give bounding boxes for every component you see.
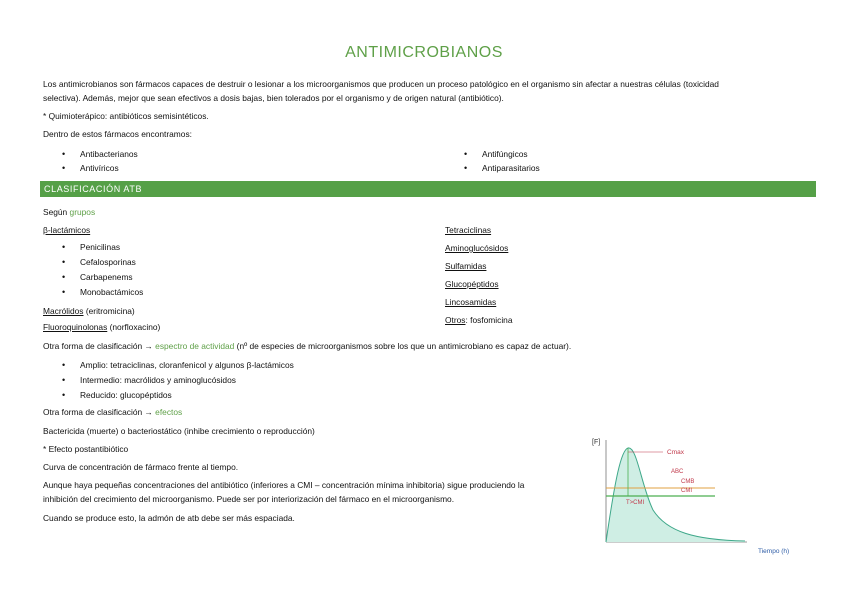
otros-rest: : fosfomicina bbox=[465, 315, 513, 325]
list-item: • Monobactámicos bbox=[80, 286, 143, 299]
group-sulfamidas: Sulfamidas bbox=[445, 261, 487, 271]
group-lincosamidas: Lincosamidas bbox=[445, 297, 497, 307]
bactericida-text: Bactericida (muerte) o bacteriostático (inhibe crecimiento o reproducción) bbox=[43, 426, 315, 436]
segun-grupos bbox=[43, 206, 95, 219]
pk-curve-chart bbox=[585, 430, 810, 560]
list-item: • Antifúngicos bbox=[482, 148, 528, 161]
chart-xlabel: Tiempo (h) bbox=[758, 548, 790, 555]
list-item: • Antivíricos bbox=[80, 162, 119, 175]
fluoro-example: (norfloxacino) bbox=[107, 322, 161, 332]
segun-prefix: Según bbox=[43, 207, 70, 217]
curva-text: Curva de concentración de fármaco frente al tiempo. bbox=[43, 462, 239, 472]
list-item: • Reducido: glucopéptidos bbox=[80, 389, 172, 402]
list-item: • Intermedio: macrólidos y aminoglucósidos bbox=[80, 374, 236, 387]
postantibiotico-text: * Efecto postantibiótico bbox=[43, 444, 129, 454]
list-item: • Penicilinas bbox=[80, 241, 120, 254]
aunque-line-1: Aunque haya pequeñas concentraciones del antibiótico (inferiores a CMI – concentración mínima inhibitoria) sigue produciendo la bbox=[43, 480, 525, 490]
chart-ylabel: [F] bbox=[592, 439, 601, 446]
abc-label: ABC bbox=[671, 469, 684, 475]
efectos-prefix: Otra forma de clasificación → bbox=[43, 407, 156, 417]
section-band: CLASIFICACIÓN ATB bbox=[40, 181, 816, 197]
page-title: ANTIMICROBIANOS bbox=[345, 44, 503, 61]
espectro-prefix: Otra forma de clasificación → bbox=[43, 341, 156, 351]
espectro-line bbox=[43, 340, 571, 353]
fluoroquinolonas bbox=[43, 321, 160, 334]
list-item: • Antiparasitarios bbox=[482, 162, 540, 175]
efectos-line bbox=[43, 406, 182, 419]
abc-area bbox=[606, 448, 745, 542]
tcmi-label: T>CMI bbox=[626, 500, 645, 506]
cmi-label: CMI bbox=[681, 488, 692, 494]
group-otros bbox=[445, 314, 513, 327]
efectos-highlight: efectos bbox=[155, 407, 183, 417]
macrolidos bbox=[43, 305, 135, 318]
macrolidos-example: (eritromicina) bbox=[83, 306, 135, 316]
group-aminoglucosidos: Aminoglucósidos bbox=[445, 243, 509, 253]
group-glucopeptidos: Glucopéptidos bbox=[445, 279, 499, 289]
list-item: • Antibacterianos bbox=[80, 148, 138, 161]
fluoro-name: Fluoroquinolonas bbox=[43, 322, 108, 332]
macrolidos-name: Macrólidos bbox=[43, 306, 84, 316]
espectro-suffix: (nº de especies de microorganismos sobre los que un antimicrobiano es capaz de actuar). bbox=[234, 341, 572, 351]
quimioterapico-note: * Quimioterápico: antibióticos semisintéticos. bbox=[43, 111, 209, 121]
intro-line-2: selectiva). Además, mejor que sean efectivos a dosis bajas, bien tolerados por el organismo y de origen natural (antibiótico). bbox=[43, 93, 504, 103]
espectro-highlight: espectro de actividad bbox=[155, 341, 235, 351]
cmax-label: Cmax bbox=[667, 449, 684, 456]
intro-line-1: Los antimicrobianos son fármacos capaces de destruir o lesionar a los microorganismos que producen un proceso patológico en el organismo sin afectar a nuestras células (toxicidad bbox=[43, 79, 719, 89]
cmb-label: CMB bbox=[681, 479, 695, 485]
aunque-line-2: inhibición del crecimiento del microorganismo. Puede ser por interiorización del fármaco en el microorganismo. bbox=[43, 494, 455, 504]
segun-highlight: grupos bbox=[69, 207, 96, 217]
dentro-text: Dentro de estos fármacos encontramos: bbox=[43, 129, 192, 139]
list-item: • Amplio: tetraciclinas, cloranfenicol y algunos β-lactámicos bbox=[80, 359, 294, 372]
betalactam-heading: β-lactámicos bbox=[43, 225, 91, 235]
list-item: • Cefalosporinas bbox=[80, 256, 136, 269]
cuando-text: Cuando se produce esto, la admón de atb debe ser más espaciada. bbox=[43, 513, 295, 523]
otros-name: Otros bbox=[445, 315, 466, 325]
group-tetraciclinas: Tetraciclinas bbox=[445, 225, 492, 235]
list-item: • Carbapenems bbox=[80, 271, 133, 284]
